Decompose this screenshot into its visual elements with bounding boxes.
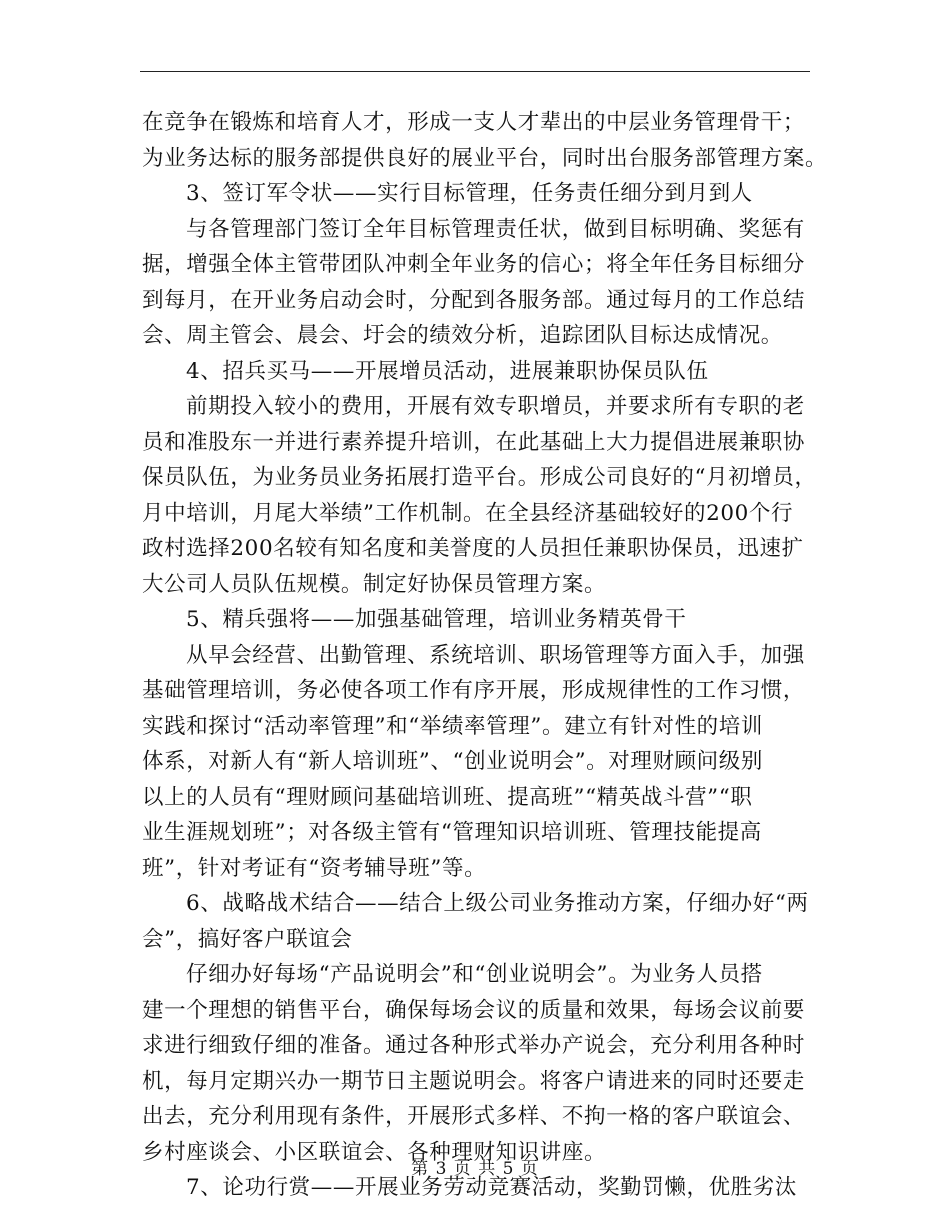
text-line: 基础管理培训，务必使各项工作有序开展，形成规律性的工作习惯， — [142, 678, 806, 703]
text-line: 业生涯规划班”；对各级主管有“管理知识培训班、管理技能提高 — [142, 820, 762, 845]
text-line: 仔细办好每场“产品说明会”和“创业说明会”。为业务人员搭 — [186, 962, 763, 987]
text-line: 会、周主管会、晨会、圩会的绩效分析，追踪团队目标达成情况。 — [142, 323, 783, 348]
text-line: 以上的人员有“理财顾问基础培训班、提高班”“精英战斗营”“职 — [142, 784, 753, 810]
text-line: 政村选择200名较有知名度和美誉度的人员担任兼职协保员，迅速扩 — [142, 536, 804, 561]
text-line: 7、论功行赏——开展业务劳动竞赛活动，奖勤罚懒，优胜劣汰 — [186, 1175, 797, 1200]
text-line: 体系，对新人有“新人培训班”、“创业说明会”。对理财顾问级别 — [142, 749, 763, 774]
text-line: 5、精兵强将——加强基础管理，培训业务精英骨干 — [186, 607, 687, 632]
text-line: 前期投入较小的费用，开展有效专职增员，并要求所有专职的老 — [186, 394, 805, 419]
text-line: 据，增强全体主管带团队冲刺全年业务的信心；将全年任务目标细分 — [142, 252, 806, 277]
text-line: 求进行细致仔细的准备。通过各种形式举办产说会，充分利用各种时 — [142, 1033, 806, 1058]
text-line: 机，每月定期兴办一期节日主题说明会。将客户请进来的同时还要走 — [142, 1068, 806, 1094]
text-line: 为业务达标的服务部提供良好的展业平台，同时出台服务部管理方案。 — [142, 145, 828, 171]
text-line: 出去，充分利用现有条件，开展形式多样、不拘一格的客户联谊会、 — [142, 1104, 806, 1129]
text-line: 4、招兵买马——开展增员活动，进展兼职协保员队伍 — [186, 358, 709, 384]
text-line: 与各管理部门签订全年目标管理责任状，做到目标明确、奖惩有 — [186, 216, 805, 242]
text-line: 在竞争在锻炼和培育人才，形成一支人才辈出的中层业务管理骨干； — [142, 110, 806, 135]
text-line: 大公司人员队伍规模。制定好协保员管理方案。 — [142, 571, 607, 597]
text-line: 会”，搞好客户联谊会 — [142, 926, 353, 952]
text-line: 建一个理想的销售平台，确保每场会议的质量和效果，每场会议前要 — [142, 997, 806, 1023]
text-line: 6、战略战术结合——结合上级公司业务推动方案，仔细办好“两 — [186, 891, 809, 916]
page-footer: 第 3 页 共 5 页 — [411, 1159, 539, 1179]
text-line: 从早会经营、出勤管理、系统培训、职场管理等方面入手，加强 — [186, 642, 805, 668]
text-line: 实践和探讨“活动率管理”和“举绩率管理”。建立有针对性的培训 — [142, 713, 763, 739]
text-line: 月中培训，月尾大举绩”工作机制。在全县经济基础较好的200个行 — [142, 500, 794, 526]
header-rule — [140, 71, 810, 72]
text-line: 3、签订军令状——实行目标管理，任务责任细分到月到人 — [186, 181, 753, 206]
document-body — [142, 105, 828, 1206]
text-line: 乡村座谈会、小区联谊会、各种理财知识讲座。 — [142, 1139, 607, 1165]
text-line: 班”，针对考证有“资考辅导班”等。 — [142, 855, 487, 881]
text-line: 到每月，在开业务启动会时，分配到各服务部。通过每月的工作总结 — [142, 287, 806, 313]
text-line: 保员队伍，为业务员业务拓展打造平台。形成公司良好的“月初增员， — [142, 465, 817, 490]
text-line: 员和准股东一并进行素养提升培训，在此基础上大力提倡进展兼职协 — [142, 429, 806, 455]
